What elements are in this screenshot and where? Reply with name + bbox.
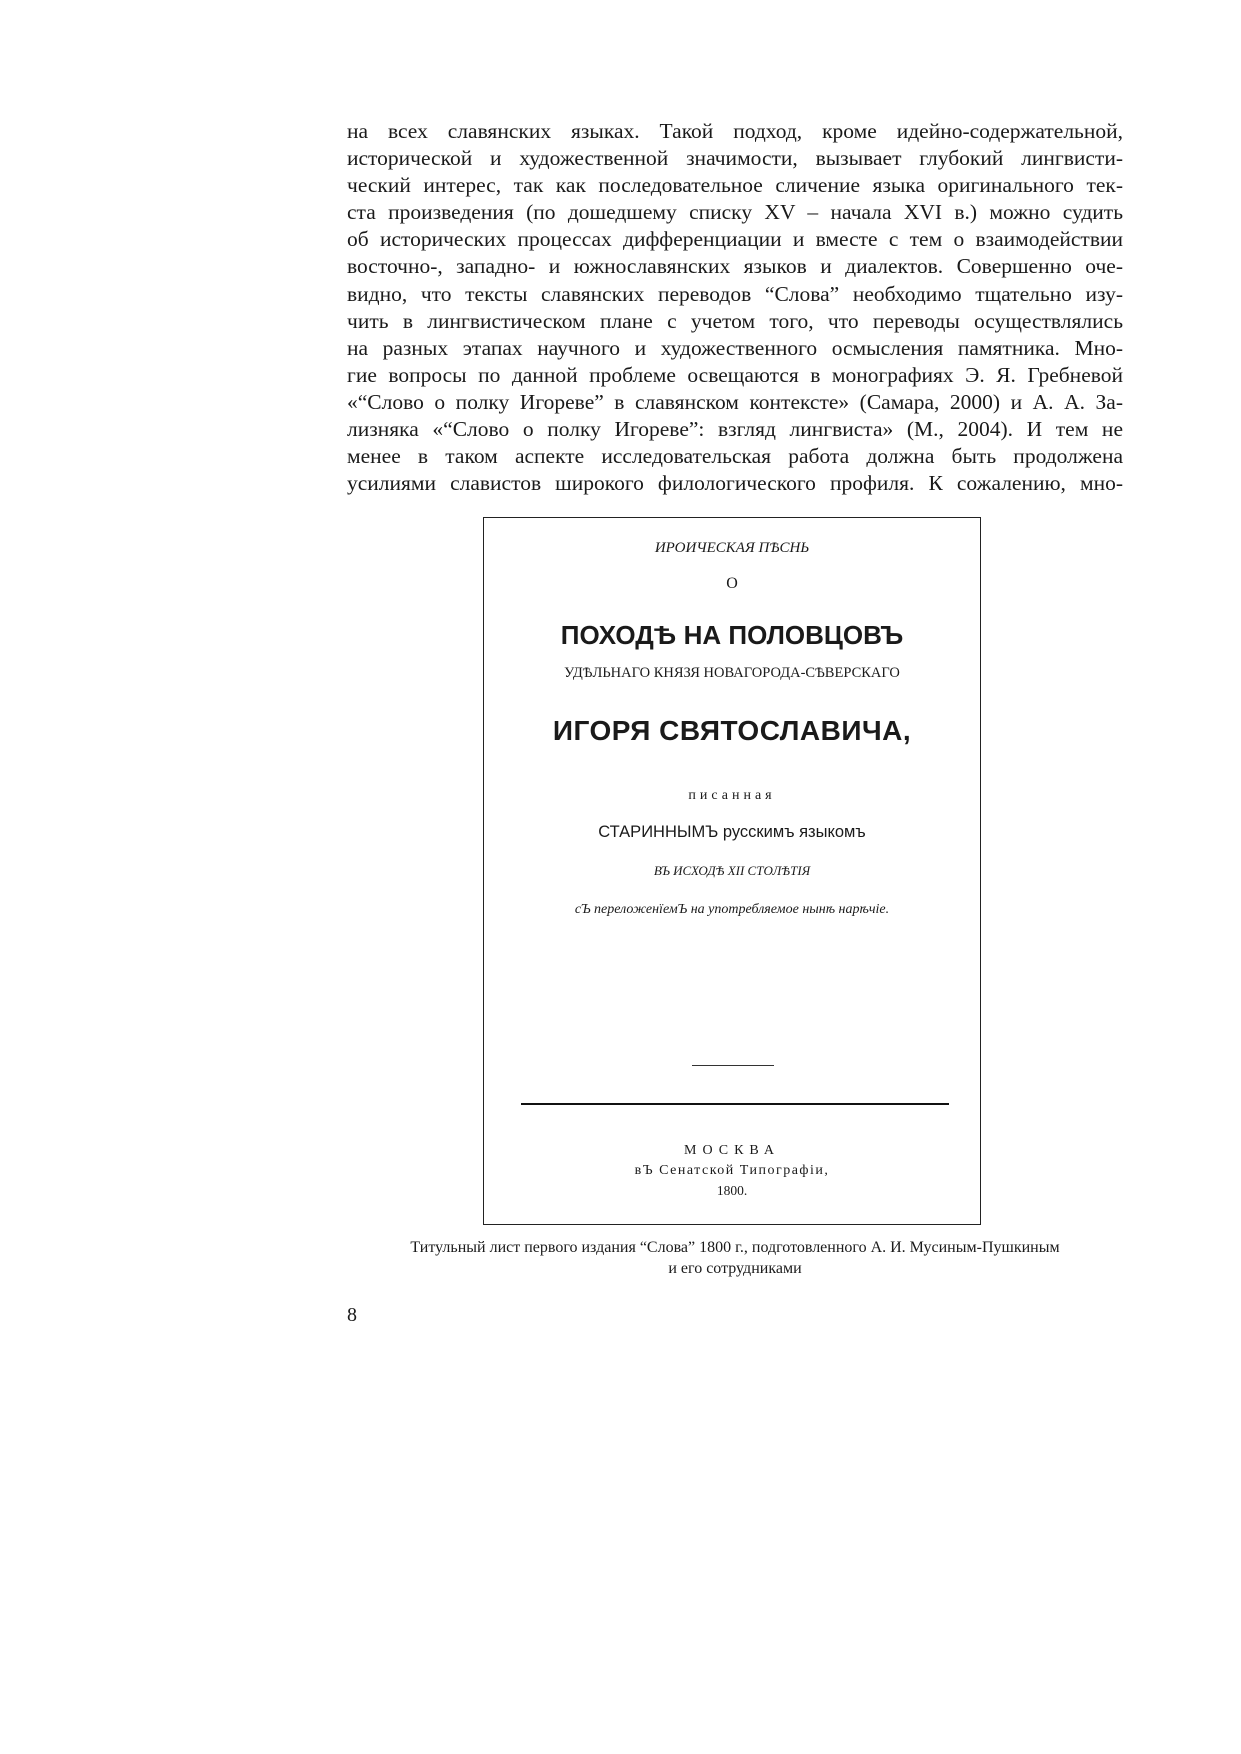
body-text-line: чить в лингвистическом плане с учетом того, что переводы осуществлялись [347,308,1123,333]
title-page-igor-heading: ИГОРЯ СВЯТОСЛАВИЧА, [552,715,912,746]
body-text-line: на разных этапах научного и художественного осмысления памятника. Мно- [347,335,1123,360]
title-page-written: писанная [688,788,776,803]
title-page-century-line: ВЪ ИСХОДѢ XII СТОЛѢТIЯ [653,863,811,878]
title-page-year: 1800. [716,1183,748,1198]
body-text-line: ста произведения (по дошедшему списку XV – начала XVI в.) можно судить [347,200,1123,225]
body-text-line: исторической и художественной значимости, вызывает глубокий лингвисти- [347,146,1123,171]
title-page-campaign-heading: ПОХОДѢ НА ПОЛОВЦОВЪ [560,620,904,650]
body-text-line: менее в таком аспекте исследовательская работа должна быть продолжена [347,444,1123,469]
page-number: 8 [347,1304,357,1326]
short-divider [692,1065,774,1066]
body-text-line: на всех славянских языках. Такой подход, кроме идейно-содержательной, [347,119,1123,143]
body-text-line: восточно-, западно- и южнославянских языков и диалектов. Совершенно оче- [347,254,1123,279]
title-page-heroic-song: ИРОИЧЕСКАЯ ПѢСНЬ [654,540,810,556]
body-text-line: лизняка «“Слово о полку Игореве”: взгляд лингвиста» (М., 2004). И тем не [347,417,1123,442]
title-page-figure [483,517,981,1225]
title-page-language-line: СТАРИННЫМЪ русскимъ языкомъ [598,823,866,841]
body-text [347,118,1123,497]
body-text-line: об исторических процессах дифференциации и вместе с тем о взаимодействии [347,227,1123,252]
caption-line: и его сотрудниками [668,1260,802,1277]
title-page-translation-line: сЪ переложенїемЪ на употребляемое нынѣ нарѣчіе. [574,902,890,917]
title-page-city: МОСКВА [684,1143,780,1158]
long-divider [521,1103,949,1105]
figure-caption [347,1237,1123,1279]
body-text-line: ческий интерес, так как последовательное сличение языка оригинального тек- [347,173,1123,198]
body-text-line: усилиями славистов широкого филологического профиля. К сожалению, мно- [347,471,1123,496]
body-text-line: гие вопросы по данной проблеме освещаются в монографиях Э. Я. Гребневой [347,362,1123,387]
caption-line: Титульный лист первого издания “Слова” 1800 г., подготовленного А. И. Мусиным-Пушкиным [410,1239,1060,1256]
title-page-about: О [726,575,738,592]
title-page-prince-line: УДѢЛЬНАГО КНЯЗЯ НОВАГОРОДА-СѢВЕРСКАГО [564,665,900,681]
title-page-press: вЪ Сенатской Типографіи, [634,1163,830,1178]
body-text-line: «“Слово о полку Игореве” в славянском контексте» (Самара, 2000) и А. А. За- [347,389,1123,414]
body-text-line: видно, что тексты славянских переводов “Слова” необходимо тщательно изу- [347,281,1123,306]
